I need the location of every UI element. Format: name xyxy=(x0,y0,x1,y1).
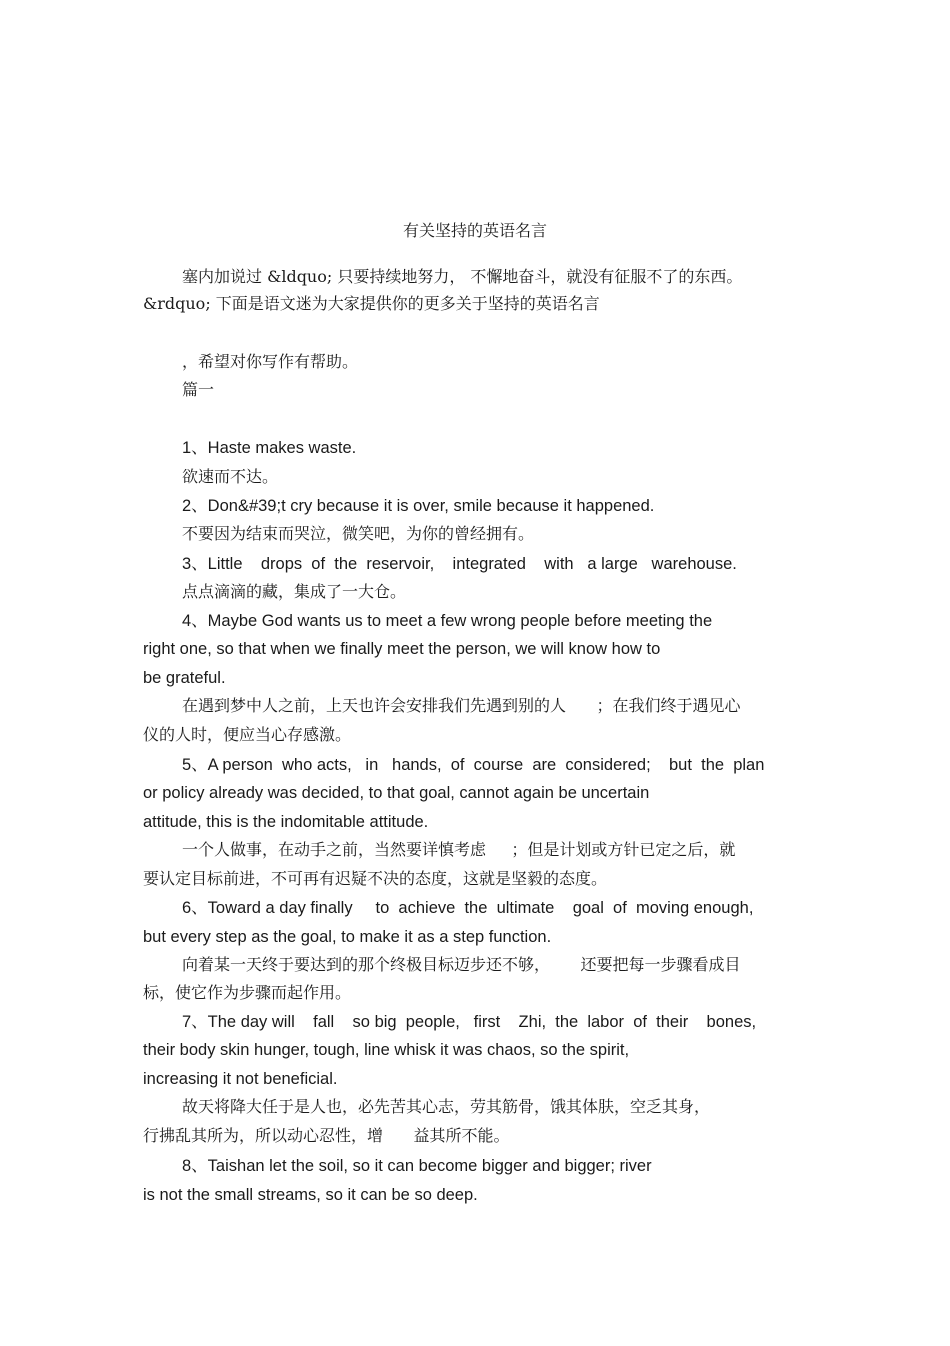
quote-6-en-line-1: 6、Toward a day finally to achieve the ultimate goal of moving enough, xyxy=(182,899,754,917)
quote-6-zh-line-2: 标，使它作为步骤而起作用。 xyxy=(143,983,352,1002)
quote-7-en-line-2: their body skin hunger, tough, line whisk it was chaos, so the spirit, xyxy=(143,1041,630,1059)
intro-line-1: 塞内加说过 &ldquo; 只要持续地努力， 不懈地奋斗，就没有征服不了的东西。 xyxy=(182,267,743,286)
quote-4-en-line-1: 4、Maybe God wants us to meet a few wrong people before meeting the xyxy=(182,612,713,630)
quote-8-en-line-2: is not the small streams, so it can be so deep. xyxy=(143,1186,478,1204)
quote-5-en-line-2: or policy already was decided, to that goal, cannot again be uncertain xyxy=(143,784,650,802)
quote-3-zh-line-1: 点点滴滴的藏，集成了一大仓。 xyxy=(182,582,407,601)
quote-5-en-line-3: attitude, this is the indomitable attitude. xyxy=(143,813,429,831)
document-title: 有关坚持的英语名言 xyxy=(402,221,547,240)
quote-8-en-line-1: 8、Taishan let the soil, so it can become bigger and bigger; river xyxy=(182,1157,652,1175)
quote-6-en-line-2: but every step as the goal, to make it as a step function. xyxy=(143,928,552,946)
quote-4-en-line-3: be grateful. xyxy=(143,669,226,687)
quote-2-zh-line-1: 不要因为结束而哭泣，微笑吧，为你的曾经拥有。 xyxy=(182,524,535,543)
quote-7-en-line-1: 7、The day will fall so big people, first Zhi, the labor of their bones, xyxy=(182,1013,757,1031)
quote-6-zh-line-1: 向着某一天终于要达到的那个终极目标迈步还不够， 还要把每一步骤看成目 xyxy=(182,955,741,974)
section-label: 篇一 xyxy=(182,380,215,399)
quote-5-zh-line-1: 一个人做事，在动手之前，当然要详慎考虑 ；但是计划或方针已定之后，就 xyxy=(182,840,736,859)
quote-1-zh-line-1: 欲速而不达。 xyxy=(182,467,279,486)
quote-7-zh-line-2: 行拂乱其所为，所以动心忍性，增 益其所不能。 xyxy=(143,1126,510,1145)
quote-5-en-line-1: 5、A person who acts, in hands, of course are considered; but the plan xyxy=(182,756,765,774)
quote-4-zh-line-1: 在遇到梦中人之前，上天也许会安排我们先遇到别的人 ；在我们终于遇见心 xyxy=(182,696,741,715)
quote-7-zh-line-1: 故天将降大任于是人也，必先苦其心志，劳其筋骨，饿其体肤，空乏其身， xyxy=(182,1097,711,1116)
quote-7-en-line-3: increasing it not beneficial. xyxy=(143,1070,338,1088)
quote-2-en-line-1: 2、Don&#39;t cry because it is over, smile because it happened. xyxy=(182,497,655,515)
quote-4-en-line-2: right one, so that when we finally meet the person, we will know how to xyxy=(143,640,661,658)
intro-line-3: ，希望对你写作有帮助。 xyxy=(182,352,359,371)
quote-3-en-line-1: 3、Little drops of the reservoir, integrated with a large warehouse. xyxy=(182,555,737,573)
quote-1-en-line-1: 1、Haste makes waste. xyxy=(182,439,357,457)
quote-5-zh-line-2: 要认定目标前进，不可再有迟疑不决的态度，这就是坚毅的态度。 xyxy=(143,869,608,888)
intro-line-2: &rdquo; 下面是语文迷为大家提供你的更多关于坚持的英语名言 xyxy=(143,294,600,313)
quote-4-zh-line-2: 仪的人时，便应当心存感激。 xyxy=(143,725,352,744)
